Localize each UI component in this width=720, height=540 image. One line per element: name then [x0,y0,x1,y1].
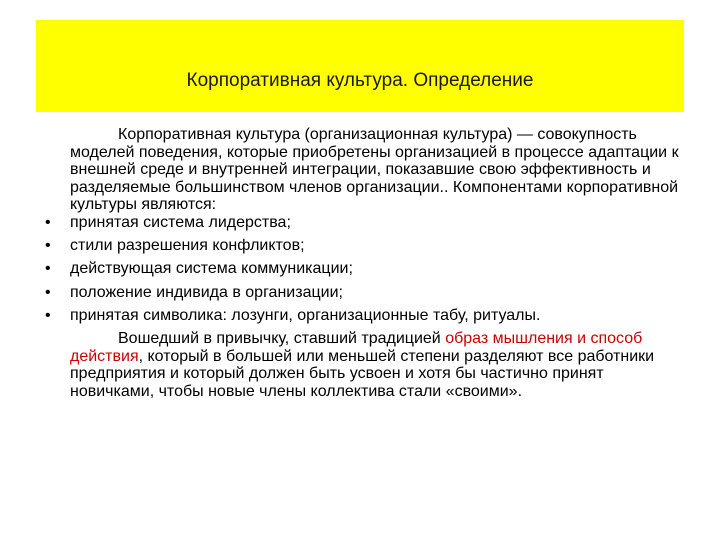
list-item [45,283,690,302]
list-item [45,213,690,232]
bullet-icon: • [45,306,51,324]
title-banner [36,20,684,112]
closing-paragraph [70,330,690,400]
components-heading: Компонентами корпоративной культуры являются: [70,178,679,214]
components-list [45,213,690,324]
list-item [45,306,690,325]
bullet-icon: • [45,260,51,278]
list-item-text: принятая система лидерства; [70,213,291,231]
definition-paragraph [70,126,690,214]
list-item-text: положение индивида в организации; [70,283,343,301]
definition-text: Корпоративная культура (организационная культура) — совокупность моделей поведения, которые приобретены организацией в процессе адаптации к внешней среде и внутренней интеграции, показавшие свою эффективность и разделяемые большинством членов организации.. [70,126,679,196]
bullet-icon: • [45,213,51,231]
slide-title: Корпоративная культура. Определение [186,70,534,91]
list-item-text: стили разрешения конфликтов; [70,237,305,255]
closing-text-end: , который в большей или меньшей степени разделяют все работники предприятия и который должен быть усвоен и хотя бы частично принят новичками, чтобы новые члены коллектива стали «своими». [70,347,655,400]
list-item-text: принятая символика: лозунги, организационные табу, ритуалы. [70,306,541,324]
closing-text-start: Вошедший в привычку, ставший традицией [118,329,446,347]
slide-body [45,126,690,400]
highlighted-phrase: образ мышления и способ действия [70,329,643,365]
list-item-text: действующая система коммуникации; [70,260,353,278]
list-item [45,237,690,255]
bullet-icon: • [45,237,51,255]
bullet-icon: • [45,283,51,301]
list-item [45,260,690,278]
